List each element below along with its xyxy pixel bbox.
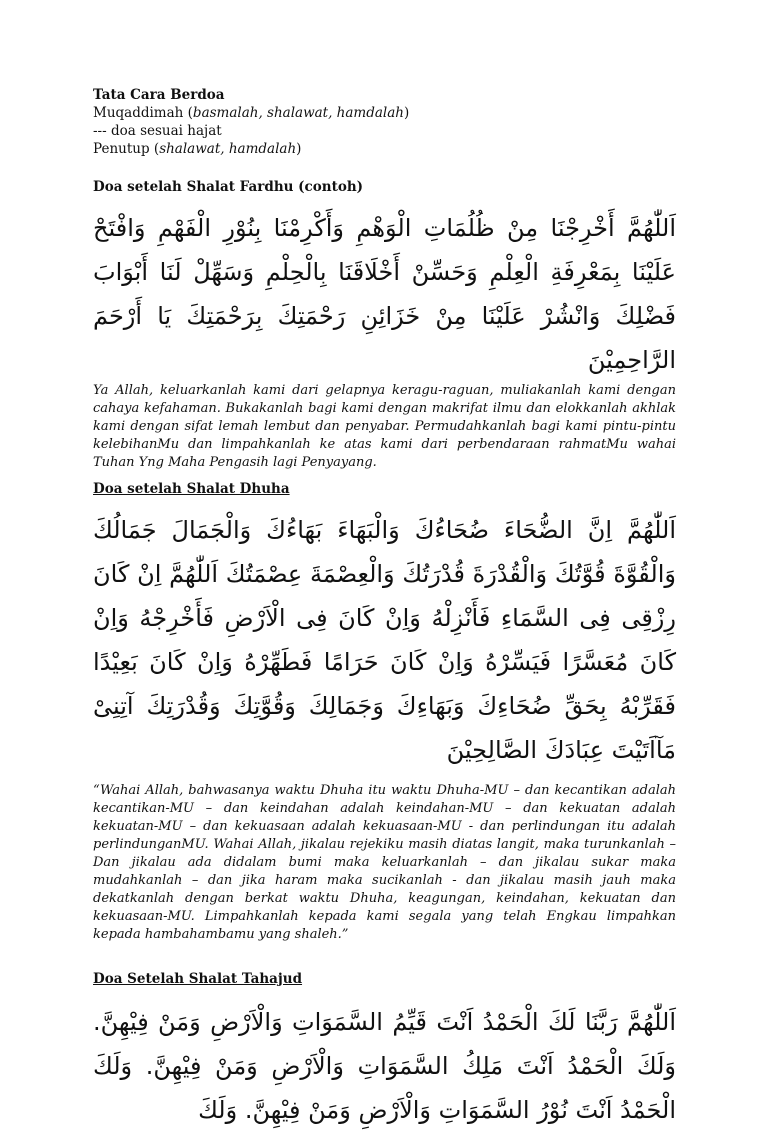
tahajud-heading: Doa Setelah Shalat Tahajud [93,971,303,987]
dhuha-heading: Doa setelah Shalat Dhuha [93,481,290,497]
dhuha-arabic-text: اَللّٰهُمَّ اِنَّ الضُّحَاءَ ضُحَاءُكَ وَالْبَهَاءَ بَهَاءُكَ وَالْجَمَالَ جَمَالُكَ وَالْقُوَّةَ قُوَّتُكَ وَالْقُدْرَةَ قُدْرَتُكَ وَالْعِصْمَةَ عِصْمَتُكَ اَللّٰهُمَّ اِنْ كَانَ رِزْقِى فِى السَّمَاءِ فَأَنْزِلْهُ وَاِنْ كَانَ فِى الْاَرْضِ فَأَخْرِجْهُ وَاِنْ كَانَ مُعَسَّرًا فَيَسِّرْهُ وَاِنْ كَانَ حَرَامًا فَطَهِّرْهُ وَاِنْ كَانَ بَعِيْدًا فَقَرِّبْهُ بِحَقِّ ضُحَاءِكَ وَبَهَاءِكَ وَجَمَالِكَ وَقُوَّتِكَ وَقُدْرَتِكَ آتِنِىْ مَآاَتَيْتَ عِبَادَكَ الصَّالِحِيْنَ [93,516,676,764]
muqaddimah-line: Muqaddimah (basmalah, shalawat, hamdalah) [93,105,410,121]
fardhu-translation: Ya Allah, keluarkanlah kami dari gelapnya keragu-raguan, muliakanlah kami dengan cahaya kefahaman. Bukakanlah bagi kami dengan makrifat ilmu dan elokkanlah akhlak kami dengan sifat lemah lembut dan penyabar. Permudahkanlah bagi kami pintu-pintu kelebihanMu dan limpahkanlah ke atas kami dari perbendaraan rahmatMu wahai Tuhan Yng Maha Pengasih lagi Penyayang. [93,383,676,470]
document-page [93,86,676,1132]
dhuha-translation: “Wahai Allah, bahwasanya waktu Dhuha itu waktu Dhuha-MU – dan kecantikan adalah kecantikan-MU – dan keindahan adalah keindahan-MU – dan kekuatan adalah kekuatan-MU – dan kekuasaan adalah kekuasaan-MU - dan perlindungan itu adalah perlindunganMU. Wahai Allah, jikalau rejekiku masih diatas langit, maka turunkanlah – Dan jikalau ada didalam bumi maka keluarkanlah – dan jikalau sukar maka mudahkanlah – dan jika haram maka sucikanlah - dan jikalau masih jauh maka dekatkanlah dengan berkat waktu Dhuha, keagungan, keindahan, kekuatan dan kekuasaan-MU. Limpahkanlah kepada kami segala yang telah Engkau limpahkan kepada hambahambamu yang shaleh.” [93,783,676,942]
hajat-line: --- doa sesuai hajat [93,123,222,139]
fardhu-arabic-text: اَللّٰهُمَّ أَخْرِجْنَا مِنْ ظُلُمَاتِ الْوَهْمِ وَأَكْرِمْنَا بِنُوْرِ الْفَهْمِ وَافْتَحْ عَلَيْنَا بِمَعْرِفَةِ الْعِلْمِ وَحَسِّنْ أَخْلَاقَنَا بِالْحِلْمِ وَسَهِّلْ لَنَا أَبْوَابَ فَضْلِكَ وَانْشُرْ عَلَيْنَا مِنْ خَزَائِنِ رَحْمَتِكَ بِرَحْمَتِكَ يَا أَرْحَمَ الرَّاحِمِيْنَ [93,214,676,374]
fardhu-heading: Doa setelah Shalat Fardhu (contoh) [93,179,364,195]
tahajud-arabic-text: اَللّٰهُمَّ رَبَّنَا لَكَ الْحَمْدُ اَنْتَ قَيِّمُ السَّمَوَاتِ وَالْاَرْضِ وَمَنْ فِيْهِنَّ. وَلَكَ الْحَمْدُ اَنْتَ مَلِكُ السَّمَوَاتِ وَالْاَرْضِ وَمَنْ فِيْهِنَّ. وَلَكَ الْحَمْدُ اَنْتَ نُوْرُ السَّمَوَاتِ وَالْاَرْضِ وَمَنْ فِيْهِنَّ. وَلَكَ [93,1008,676,1124]
doc-title: Tata Cara Berdoa [93,87,225,103]
penutup-line: Penutup (shalawat, hamdalah) [93,141,302,157]
